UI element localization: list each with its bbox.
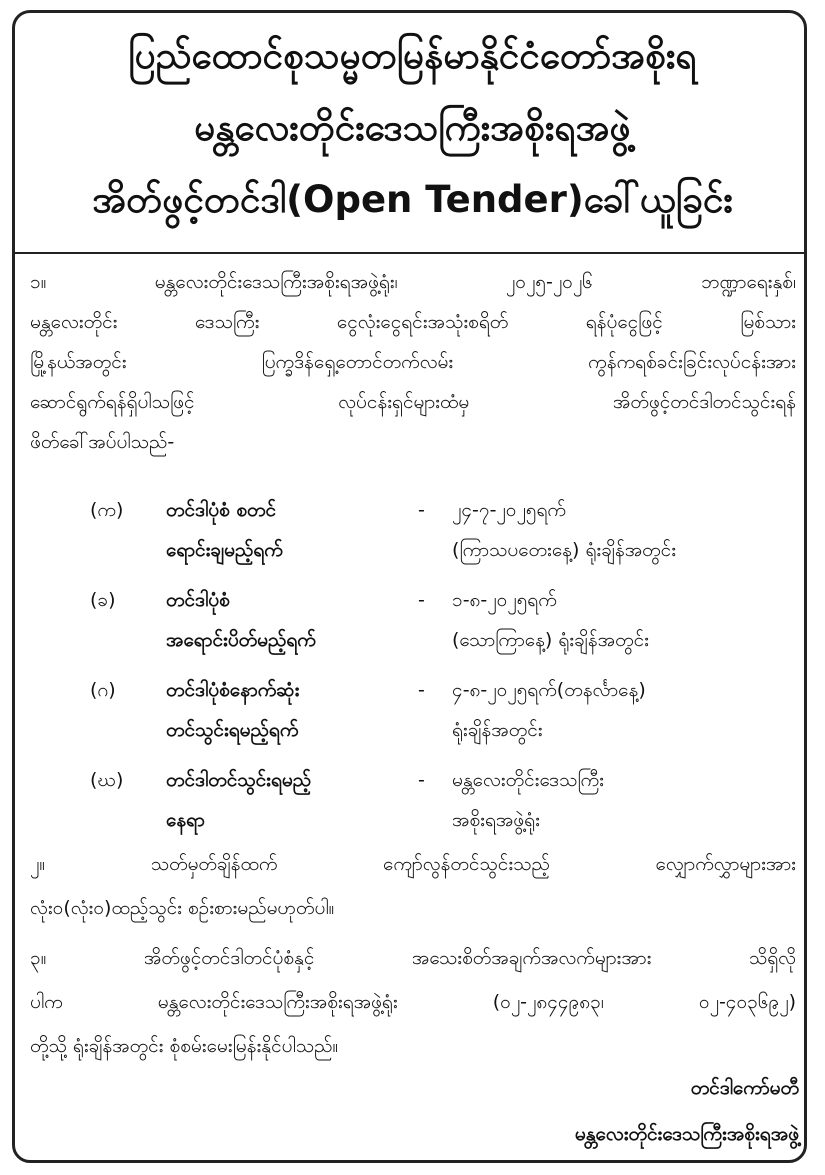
paragraph-1-line: ၁။ မန္တလေးတိုင်းဒေသကြီးအစိုးရအဖွဲ့ရုံး၊ ၂၀၂၅-၂၀၂၆ ဘဏ္ဍာရေးနှစ်၊ [30, 271, 796, 293]
schedule-key: နေရာ [166, 809, 205, 831]
paragraph-1-line: ဖိတ်ခေါ်အပ်ပါသည်- [30, 431, 175, 453]
schedule-value: ၁-၈-၂၀၂၅ရက် [452, 589, 557, 611]
schedule-item [30, 490, 796, 570]
schedule-item [30, 580, 796, 660]
paragraph-3-line: တို့သို့ ရုံးချိန်အတွင်း စုံစမ်းမေးမြန်းနိုင်ပါသည်။ [30, 1035, 339, 1057]
schedule-label: (ဃ) [90, 769, 124, 791]
schedule-dash: - [418, 679, 425, 701]
schedule-label: (ဂ) [90, 679, 116, 701]
schedule-value: ၂၄-၇-၂၀၂၅ရက် [452, 499, 566, 521]
header-divider [14, 252, 805, 254]
schedule-value: (သောကြာနေ့) ရုံးချိန်အတွင်း [452, 629, 649, 651]
schedule-value: ရုံးချိန်အတွင်း [452, 719, 543, 741]
paragraph-2-line: ၂။ သတ်မှတ်ချိန်ထက် ကျော်လွန်တင်သွင်းသည့် လျှောက်လွှာများအား [30, 853, 796, 875]
schedule-item [30, 760, 796, 840]
schedule-item [30, 670, 796, 750]
paragraph-1-line: ဆောင်ရွက်ရန်ရှိပါသဖြင့် လုပ်ငန်းရှင်များထံမှ အိတ်ဖွင့်တင်ဒါတင်သွင်းရန် [30, 391, 796, 413]
schedule-key: တင်ဒါပုံစံ [166, 589, 230, 611]
schedule-key: တင်ဒါပုံစံနောက်ဆုံး [166, 679, 300, 701]
signature-committee: တင်ဒါကော်မတီ [690, 1077, 799, 1099]
title-open-tender: အိတ်ဖွင့်တင်ဒါ(Open Tender)ခေါ်ယူခြင်း [92, 178, 733, 221]
schedule-label: (က) [90, 499, 124, 521]
schedule-value: (ကြာသပတေးနေ့) ရုံးချိန်အတွင်း [452, 539, 677, 561]
schedule-value: အစိုးရအဖွဲ့ရုံး [452, 809, 540, 831]
schedule-key: အရောင်းပိတ်မည့်ရက် [166, 629, 316, 651]
title-region-government: မန္တလေးတိုင်းဒေသကြီးအစိုးရအဖွဲ့ [194, 106, 631, 149]
schedule-dash: - [418, 769, 425, 791]
schedule-label: (ခ) [90, 589, 116, 611]
paragraph-2-line: လုံး၀(လုံး၀)ထည့်သွင်း စဉ်းစားမည်မဟုတ်ပါ။ [30, 897, 335, 919]
schedule-key: တင်ဒါတင်သွင်းရမည့် [166, 769, 312, 791]
paragraph-3-line: ၃။ အိတ်ဖွင့်တင်ဒါတင်ပုံစံနှင့် အသေးစိတ်အချက်အလက်များအား သိရှိလို [30, 947, 796, 969]
paragraph-1-line: မြို့နယ်အတွင်း ပြက္ခဒိန်ရှေ့တောင်တက်လမ်း ကွန်ကရစ်ခင်းခြင်းလုပ်ငန်းအား [30, 351, 796, 373]
schedule-key: တင်ဒါပုံစံ စတင် [166, 499, 277, 521]
schedule-value: မန္တလေးတိုင်းဒေသကြီး [452, 769, 604, 791]
signature-organization: မန္တလေးတိုင်းဒေသကြီးအစိုးရအဖွဲ့ [574, 1123, 799, 1145]
schedule-key: တင်သွင်းရမည့်ရက် [166, 719, 299, 741]
schedule-dash: - [418, 589, 425, 611]
title-government: ပြည်ထောင်စုသမ္မတမြန်မာနိုင်ငံတော်အစိုးရ [128, 34, 697, 77]
schedule-key: ရောင်းချမည့်ရက် [166, 539, 283, 561]
paragraph-1-line: မန္တလေးတိုင်း ဒေသကြီး ငွေလုံးငွေရင်းအသုံးစရိတ် ရန်ပုံငွေဖြင့် မြစ်သား [30, 311, 796, 333]
schedule-value: ၄-၈-၂၀၂၅ရက်(တနင်္လာနေ့) [452, 679, 646, 701]
paragraph-3-line: ပါက မန္တလေးတိုင်းဒေသကြီးအစိုးရအဖွဲ့ရုံး (၀၂-၂၈၄၄၉၈၃၊ ၀၂-၄၀၃၆၉၂) [30, 991, 796, 1013]
schedule-dash: - [418, 499, 425, 521]
